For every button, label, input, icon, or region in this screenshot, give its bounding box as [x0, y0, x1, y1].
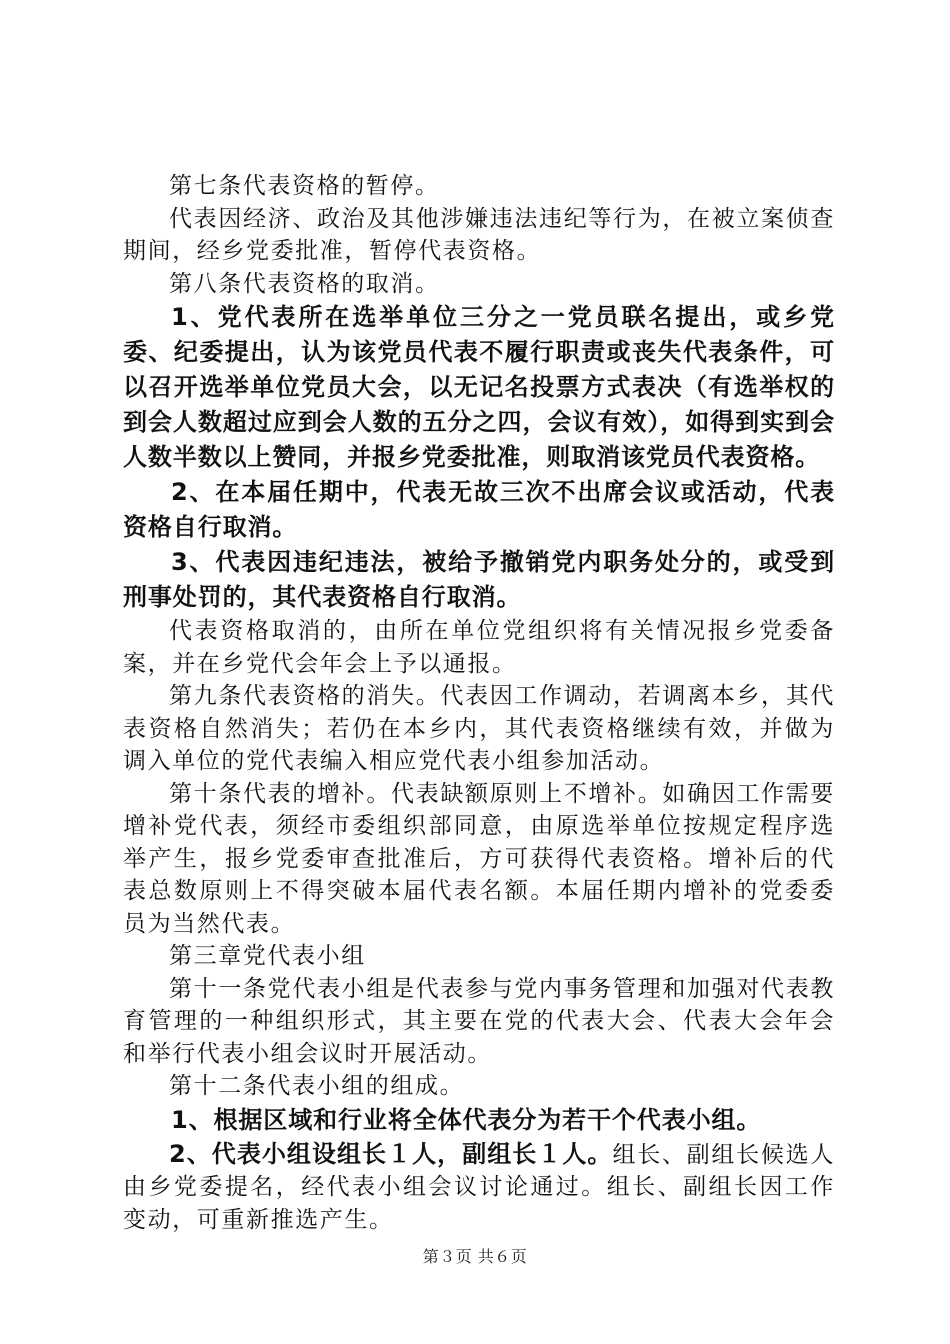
paragraph: 1、党代表所在选举单位三分之一党员联名提出，或乡党委、纪委提出，认为该党员代表不履行职责或丧失代表条件，可以召开选举单位党员大会，以无记名投票方式表决（有选举权的到会人数超过应到会人数的五分之四，会议有效），如得到实到会人数半数以上赞同，并报乡党委批准，则取消该党员代表资格。 — [123, 303, 835, 471]
paragraph: 1、根据区域和行业将全体代表分为若干个代表小组。 — [171, 1105, 762, 1134]
paragraph-normal-part: 组长、副组长候选人由乡党委提名，经代表小组会议讨论通过。组长、副组长因工作变动，可重新推选产生。 — [123, 1141, 835, 1233]
paragraph: 3、代表因违纪违法，被给予撤销党内职务处分的，或受到刑事处罚的，其代表资格自行取消。 — [123, 548, 835, 611]
paragraph: 第七条代表资格的暂停。 — [169, 173, 440, 199]
chapter-heading: 第三章党代表小组 — [169, 943, 366, 969]
paragraph: 第十二条代表小组的组成。 — [169, 1073, 465, 1099]
paragraph-bold-part: 2、代表小组设组长１人，副组长１人。 — [169, 1139, 613, 1168]
paragraph: 第九条代表资格的消失。代表因工作调动，若调离本乡，其代表资格自然消失；若仍在本乡内，其代表资格继续有效，并做为调入单位的党代表编入相应党代表小组参加活动。 — [123, 683, 835, 774]
paragraph: 第十条代表的增补。代表缺额原则上不增补。如确因工作需要增补党代表，须经市委组织部同意，由原选举单位按规定程序选举产生，报乡党委审查批准后，方可获得代表资格。增补后的代表总数原则上不得突破本届代表名额。本届任期内增补的党委委员为当然代表。 — [123, 780, 835, 937]
paragraph: 2、在本届任期中，代表无故三次不出席会议或活动，代表资格自行取消。 — [123, 478, 835, 541]
page-number: 第３页 共６页 — [422, 1247, 528, 1266]
paragraph: 代表因经济、政治及其他涉嫌违法违纪等行为，在被立案侦查期间，经乡党委批准，暂停代表资格。 — [123, 205, 835, 264]
document-body — [123, 170, 835, 1236]
paragraph: 第十一条党代表小组是代表参与党内事务管理和加强对代表教育管理的一种组织形式，其主要在党的代表大会、代表大会年会和举行代表小组会议时开展活动。 — [123, 975, 835, 1067]
paragraph — [123, 1138, 835, 1237]
paragraph: 代表资格取消的，由所在单位党组织将有关情况报乡党委备案，并在乡党代会年会上予以通报。 — [123, 618, 835, 677]
paragraph: 第八条代表资格的取消。 — [169, 270, 440, 297]
